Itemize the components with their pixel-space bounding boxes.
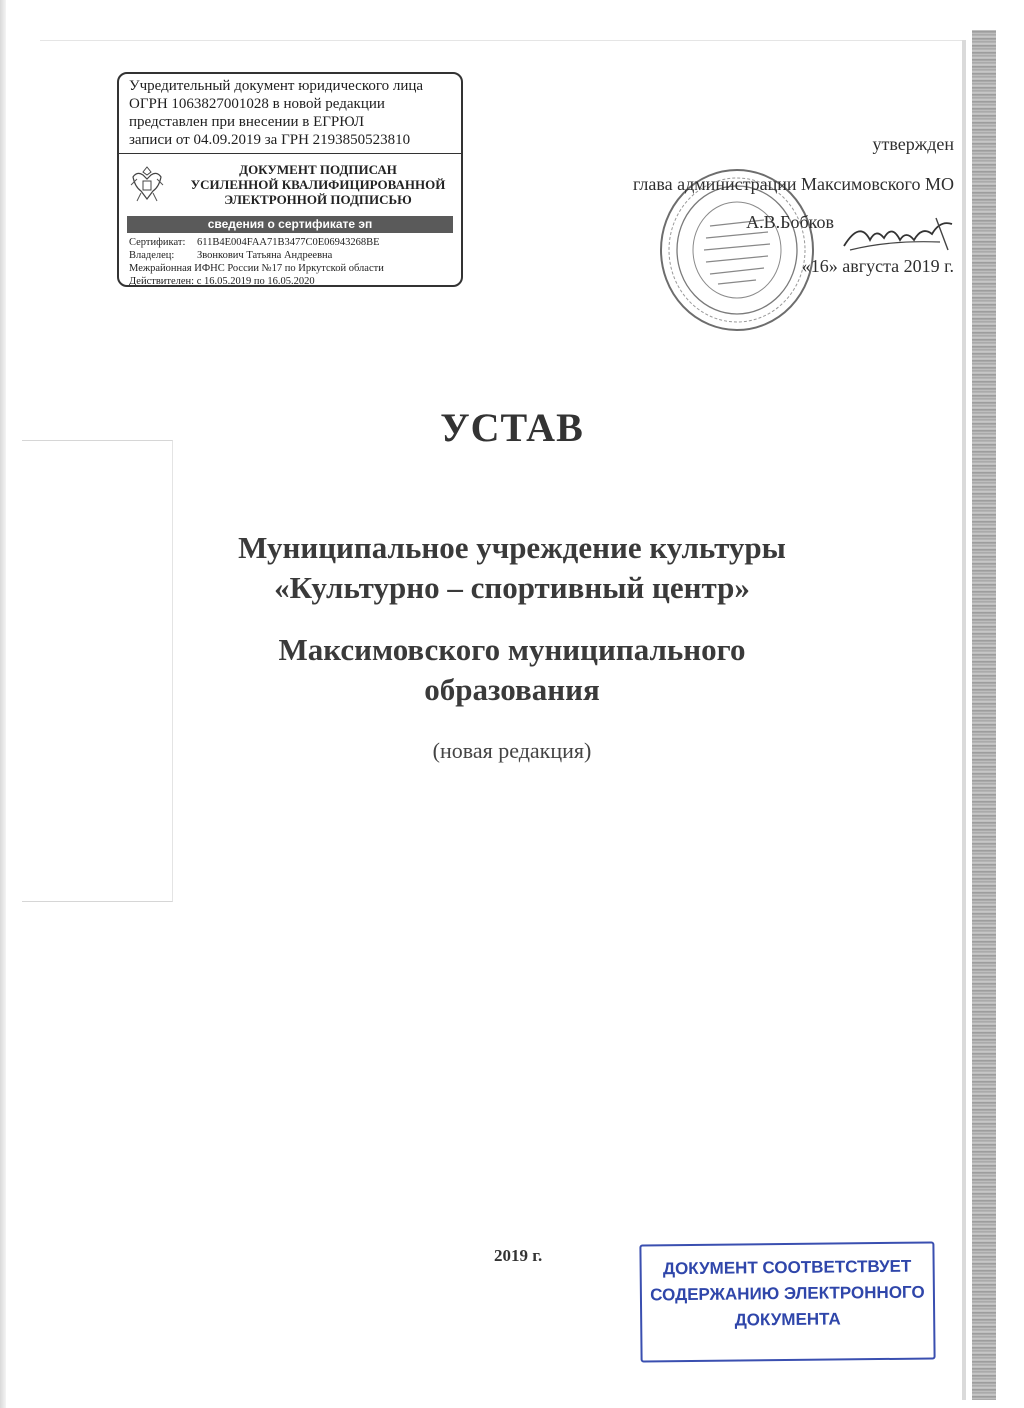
signed-notice <box>175 154 461 216</box>
registration-line: записи от 04.09.2019 за ГРН 2193850523810 <box>129 132 411 148</box>
signed-line: УСИЛЕННОЙ КВАЛИФИЦИРОВАННОЙ <box>190 177 446 192</box>
owner-key: Владелец: <box>129 250 175 261</box>
registration-line: ОГРН 1063827001028 в новой редакции <box>129 96 385 112</box>
approver-name: А.В.Бобков <box>746 212 834 232</box>
coat-of-arms-icon <box>119 154 175 216</box>
approval-date: «16» августа 2019 г. <box>801 256 954 276</box>
registration-line: Учредительный документ юридического лица <box>129 78 424 94</box>
scan-line <box>40 40 964 41</box>
conformity-stamp <box>639 1241 935 1362</box>
valid-key: Действителен: <box>129 276 195 287</box>
registration-line: представлен при внесении в ЕГРЮЛ <box>129 114 365 130</box>
scan-fold-mark <box>22 440 173 902</box>
registration-note <box>119 74 461 154</box>
certificate-key: Сертификат: <box>129 237 186 248</box>
document-year: 2019 г. <box>494 1246 543 1265</box>
certificate-details <box>119 233 461 287</box>
approver-position: глава администрации Максимовского МО <box>632 174 954 194</box>
approval-title: утвержден <box>872 134 954 154</box>
scan-edge-right <box>962 40 966 1400</box>
conformity-line: ДОКУМЕНТ СООТВЕТСТВУЕТ <box>662 1256 912 1279</box>
issuer-value: Межрайонная ИФНС России №17 по Иркутской области <box>129 263 384 274</box>
scan-binding-strip <box>972 30 996 1400</box>
organization-name-line: Муниципальное учреждение культуры <box>238 530 786 565</box>
e-signature-stamp <box>117 72 463 287</box>
conformity-line: ДОКУМЕНТА <box>734 1309 841 1330</box>
organization-name-line: Максимовского муниципального <box>278 632 746 667</box>
owner-value: Звонкович Татьяна Андреевна <box>197 250 333 261</box>
handwritten-signature-icon <box>840 210 960 260</box>
certificate-band: сведения о сертификате эп <box>127 216 453 233</box>
organization-name-line: образования <box>424 672 600 707</box>
certificate-value: 611B4E004FAA71B3477C0E06943268BE <box>197 237 380 248</box>
document-title: УСТАВ <box>440 405 584 450</box>
edition-note: (новая редакция) <box>432 738 592 763</box>
organization-name-line: «Культурно – спортивный центр» <box>274 570 750 605</box>
signed-line: ДОКУМЕНТ ПОДПИСАН <box>239 162 397 177</box>
conformity-line: СОДЕРЖАНИЮ ЭЛЕКТРОННОГО <box>650 1282 925 1305</box>
valid-value: с 16.05.2019 по 16.05.2020 <box>196 276 315 287</box>
signed-line: ЭЛЕКТРОННОЙ ПОДПИСЬЮ <box>224 192 412 207</box>
